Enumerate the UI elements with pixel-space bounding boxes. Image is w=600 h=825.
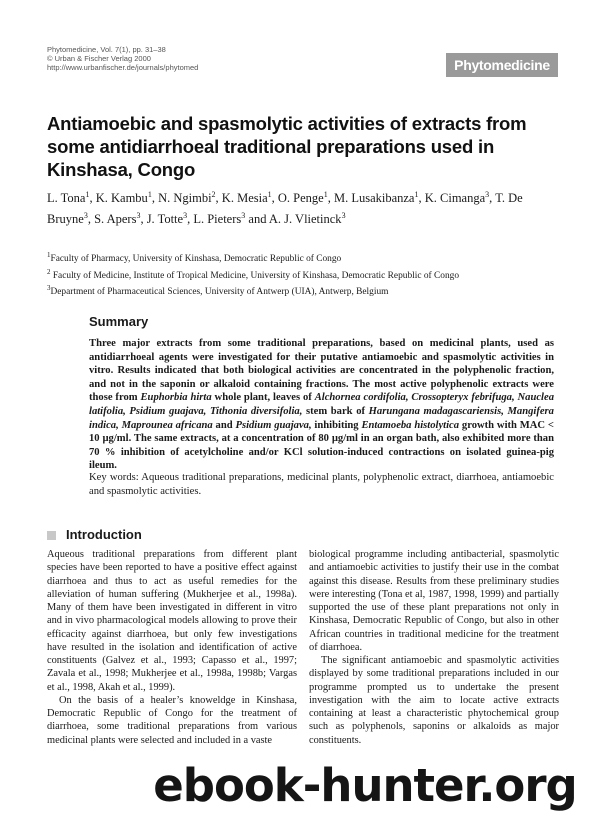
summary-segment: whole plant, leaves of [211, 392, 315, 404]
journal-url[interactable]: http://www.urbanfischer.de/journals/phytomed [47, 63, 199, 72]
author-separator: , [418, 191, 425, 206]
intro-paragraph: The significant antiamoebic and spasmolytic activities displayed by some traditional preparations included in our programme prompted us to undertake the present investigation with the aim to locate active extracts containing at least a characteristic phytochemical group such as polyphenols, saponins or alkaloids as major constituents. [309, 655, 559, 746]
author-list [47, 186, 567, 228]
summary-species-name: Euphorbia hirta [140, 392, 212, 404]
summary-heading: Summary [89, 314, 149, 329]
author-separator: , [215, 191, 222, 206]
author-name: K. Kambu$^1$ [95, 190, 152, 206]
author-affiliation-mark: 3 [183, 211, 188, 221]
summary-species-name: Harungana madagascariensis, Mangifera indica, Maprounea africana [89, 405, 554, 431]
author-name: A. J. Vlietinck$^3$ [268, 211, 346, 227]
author-name: T. De Bruyne$^3$ [47, 191, 523, 227]
journal-copyright: © Urban & Fischer Verlag 2000 [47, 54, 151, 63]
keywords-text: Aqueous traditional preparations, medicinal plants, polyphenolic extract, diarrhoea, antiamoebic and spasmolytic activities. [89, 472, 554, 497]
summary-segment: stem bark of [302, 405, 369, 417]
author-affiliation-mark: 1 [414, 190, 419, 199]
author-separator: , [271, 191, 278, 206]
author-separator: and [245, 212, 269, 227]
affiliation-mark: 2 [47, 267, 51, 276]
author-separator: , [89, 191, 96, 206]
summary-species-name: Entamoeba histolytica [361, 419, 460, 431]
author-affiliation-mark: 2 [211, 190, 216, 199]
section-marker-icon [47, 531, 56, 540]
author-name: J. Totte$^3$ [146, 211, 188, 227]
author-affiliation-mark: 1 [323, 190, 328, 199]
journal-info [47, 45, 347, 72]
journal-citation: Phytomedicine, Vol. 7(1), pp. 31–38 [47, 45, 166, 54]
summary-segment: and [212, 419, 236, 431]
intro-column-left [47, 548, 297, 747]
affiliation-text: Faculty of Medicine, Institute of Tropical Medicine, University of Kinshasa, Democratic Republic of Congo [50, 270, 460, 281]
watermark-dash: - [302, 759, 321, 812]
author-separator: , [151, 191, 159, 206]
summary-species-name: Psidium guajava, [235, 419, 312, 431]
author-affiliation-mark: 1 [85, 190, 90, 199]
author-separator: , [187, 212, 194, 227]
summary-segment: inhibiting [311, 419, 362, 431]
author-affiliation-mark: 3 [485, 190, 490, 199]
author-name: L. Pieters$^3$ [193, 211, 246, 227]
author-affiliation-mark: 1 [147, 190, 152, 199]
author-name: K. Mesia$^1$ [221, 190, 272, 206]
keywords-label: Key words: [89, 472, 139, 483]
author-name: K. Cimanga$^3$ [424, 190, 490, 206]
intro-paragraph: On the basis of a healer’s knoweldge in Kinshasa, Democratic Republic of Congo for the treatment of diarrhoea, some traditional preparations from various medicinal plants were selected and included in a vaste [47, 694, 297, 746]
author-affiliation-mark: 1 [267, 190, 272, 199]
author-name: L. Tona$^1$ [47, 190, 90, 206]
author-name: N. Ngimbi$^2$ [158, 190, 216, 206]
intro-column-right [309, 548, 559, 747]
author-affiliation-mark: 3 [341, 211, 346, 221]
watermark-right: hunter.org [320, 759, 577, 812]
author-affiliation-mark: 3 [136, 211, 141, 221]
author-separator: , [140, 212, 147, 227]
journal-badge: Phytomedicine [446, 53, 558, 77]
author-affiliation-mark: 3 [83, 211, 88, 221]
author-separator: , [327, 191, 334, 206]
author-separator: , [489, 191, 496, 206]
affiliation-line [47, 282, 567, 299]
affiliation-mark: 1 [47, 251, 51, 259]
watermark-left: ebook [153, 759, 303, 812]
author-separator: , [87, 212, 95, 227]
intro-paragraph: biological programme including antibacterial, spasmolytic and antiamoebic activities to justify their use in the combat against this disease. Results from these preliminary studies were interesting (Tona et al, 1987, 1998, 1999) and partially supported the use of these plant preparations not only in Kinshasa, Democratic Republic of Congo, but also in other African countries in traditional medicine for the treatment of diarrhoea. [309, 549, 559, 653]
summary-segment: growth with MAC < 10 µg/ml. The same extracts, at a concentration of 80 µg/ml in an organ bath, also exhibited more than 70 % inhibition of acetylcholine and/or KCl solution-induced contractions on isolated guinea-pig ileum. [89, 419, 554, 472]
affiliation-text: Department of Pharmaceutical Sciences, University of Antwerp (UIA), Antwerp, Belgium [50, 287, 389, 298]
affiliation-text: Faculty of Pharmacy, University of Kinshasa, Democratic Republic of Congo [50, 254, 342, 265]
introduction-heading: Introduction [66, 527, 142, 542]
author-name: M. Lusakibanza$^1$ [333, 190, 419, 206]
affiliation-mark: 3 [47, 284, 51, 293]
author-name: S. Apers$^3$ [94, 211, 141, 227]
summary-segment: Three major extracts from some traditional preparations, based on medicinal plants, used as antidiarrhoeal agents were investigated for their putative antiamoebic and spasmolytic activities in vitro. Results indicated that both biological activities are concentrated in the polyphenolic fraction, and not in the saponin or alkaloid containing fractions. The most active polyphenolic extracts were those from [89, 338, 554, 404]
summary-text [89, 337, 554, 473]
watermark [130, 760, 600, 812]
author-affiliation-mark: 3 [241, 211, 246, 221]
author-name: O. Penge$^1$ [277, 190, 328, 206]
affiliations [47, 249, 567, 299]
affiliation-line [47, 266, 567, 283]
affiliation-line [47, 249, 567, 266]
intro-paragraph: Aqueous traditional preparations from different plant species have been reported to have a positive effect against diarrhoea and thus to act as useful remedies for the alleviation of human suffering (Mukherjee et al., 1998a). Many of them have been investigated in different in vitro and in vivo pharmacological models allowing to prove their efficacity against diarrhoea, but only few investigations have resulted in the isolation and identification of active constituents (Galvez et al., 1993; Capasso et al., 1997; Zavala et al., 1998; Mukherjee et al., 1998a, 1998b; Vargas et al., 1998, Akah et al., 1999). [47, 549, 297, 693]
summary-species-name: Alchornea cordifolia, Crossopteryx febrifuga, Nauclea latifolia, Psidium guajava, Tithonia diversifolia, [89, 392, 554, 417]
keywords [89, 471, 554, 498]
article-title: Antiamoebic and spasmolytic activities of extracts from some antidiarrhoeal traditional preparations used in Kinshasa, Congo [47, 113, 527, 180]
